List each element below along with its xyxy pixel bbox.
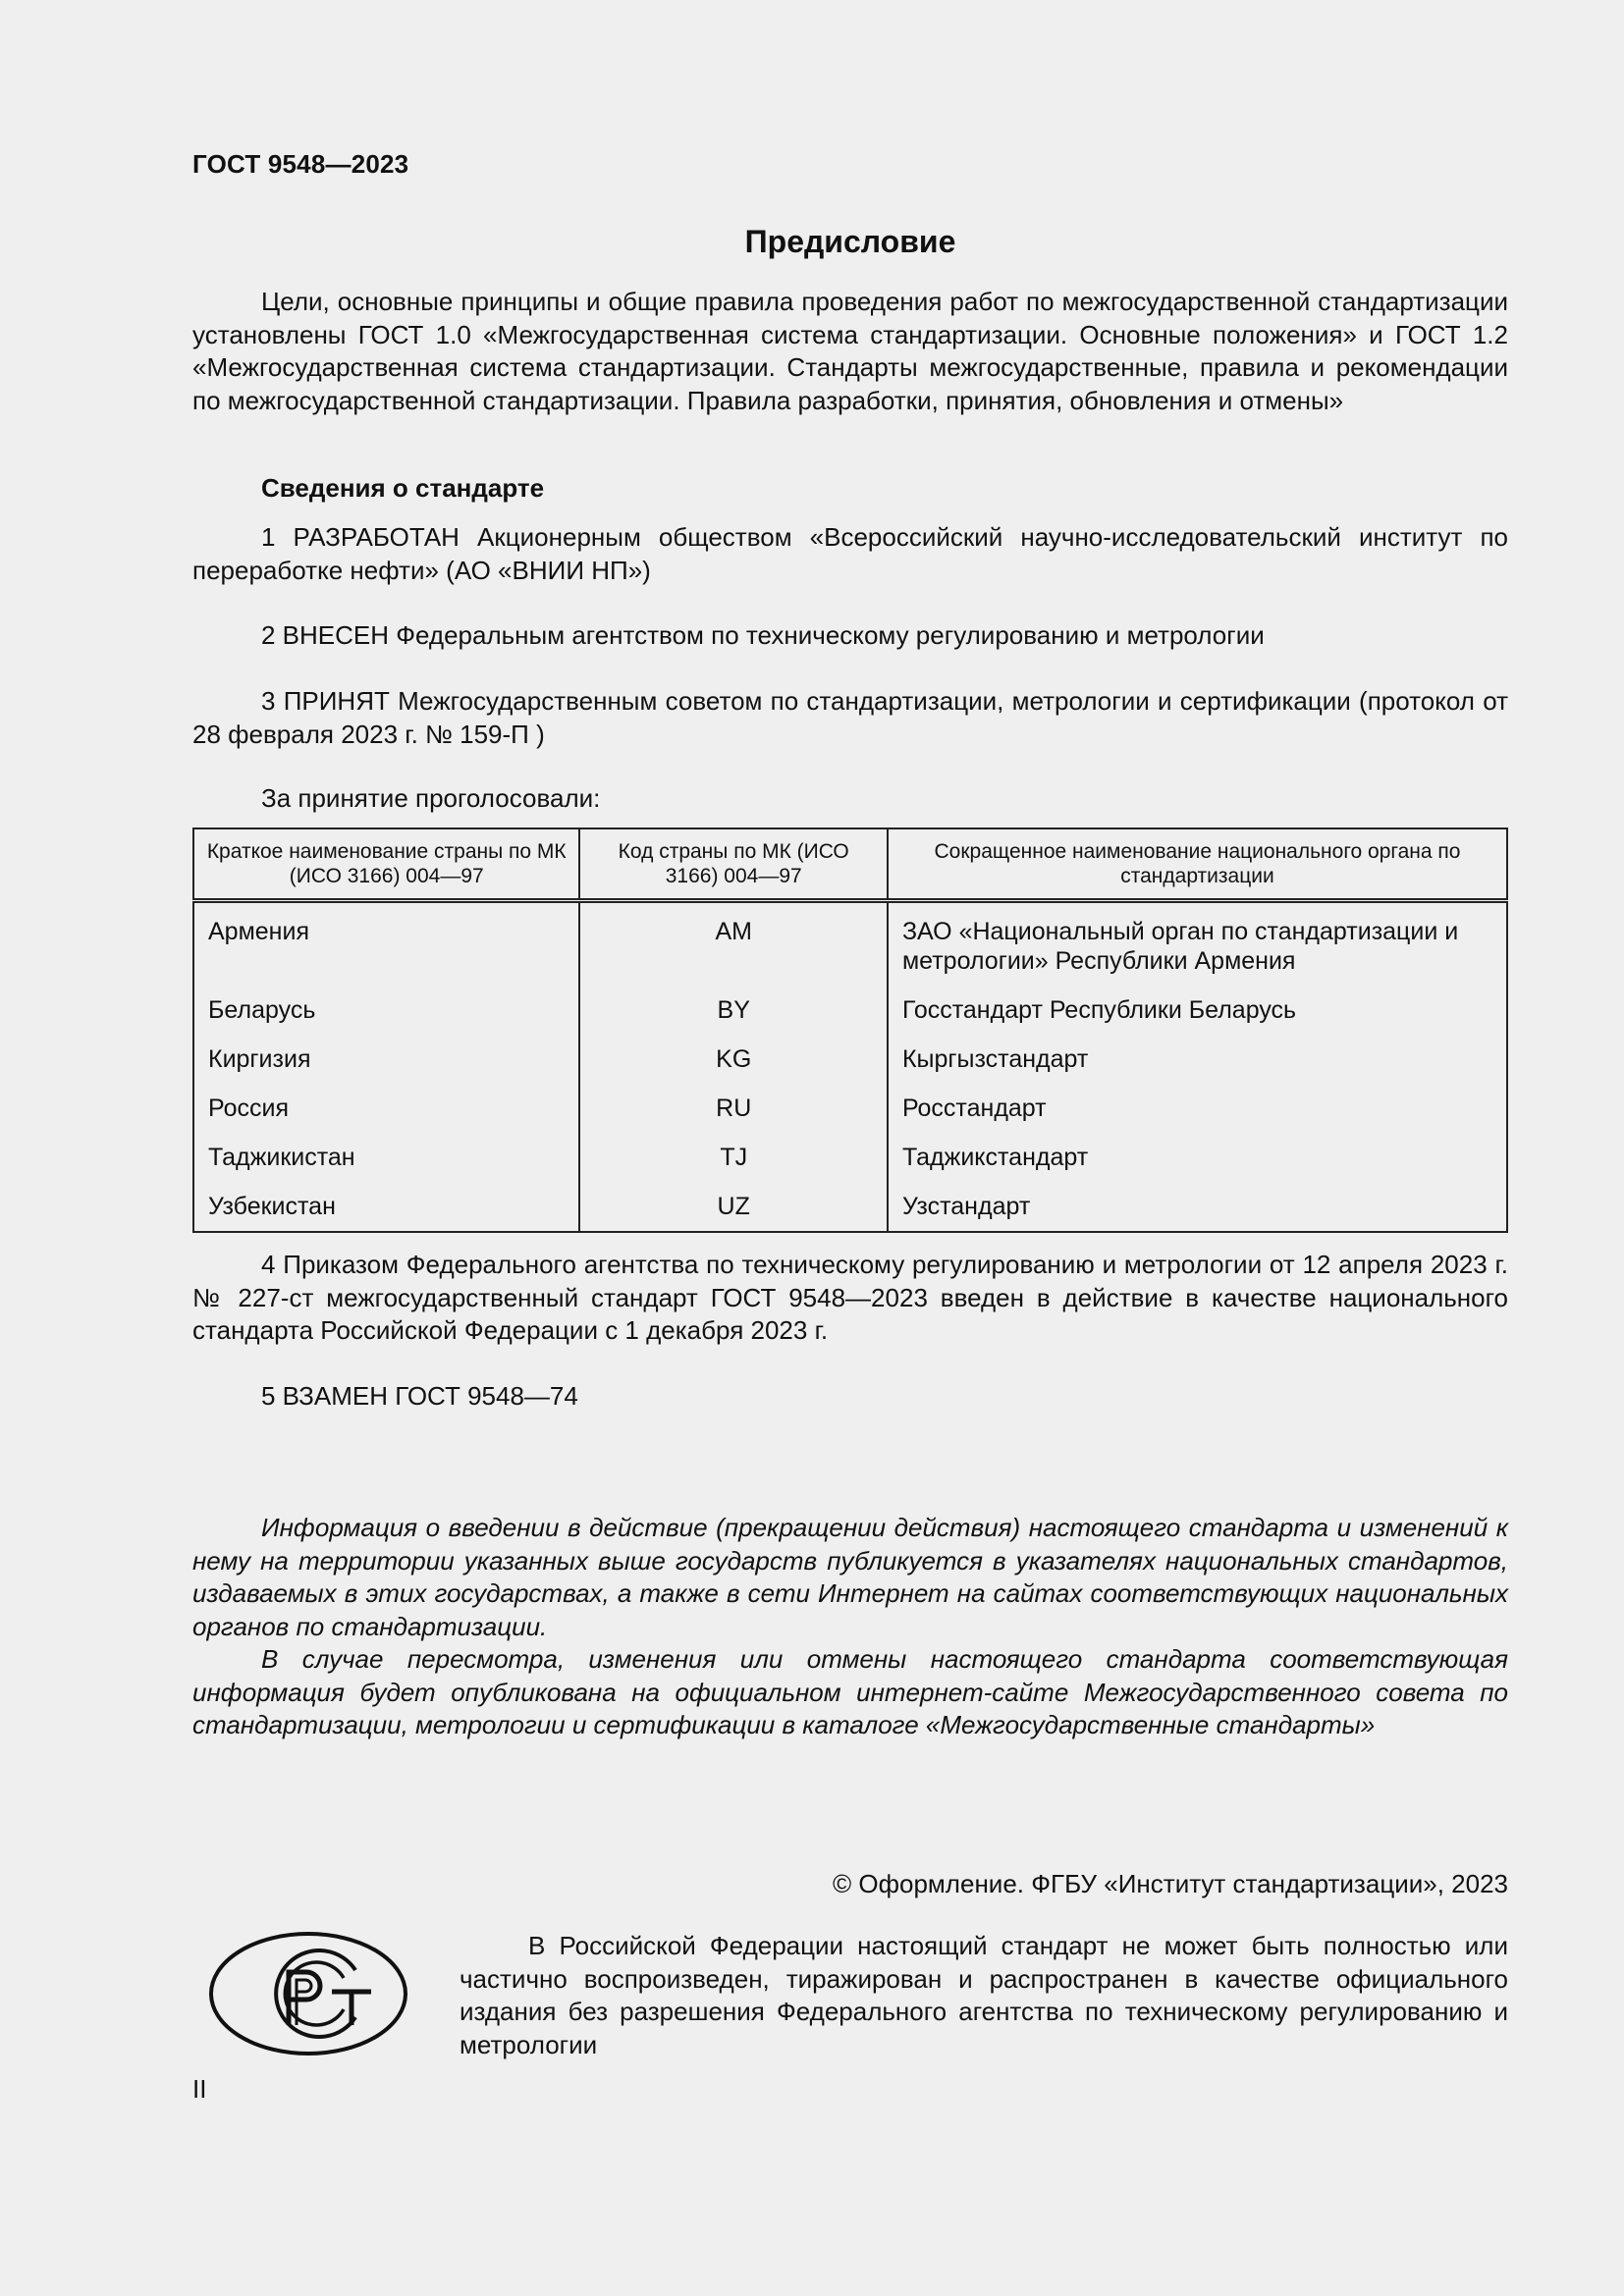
notice-paragraph-1: Информация о введении в действие (прекращении действия) настоящего стандарта и изменений к нему на территории указанных выше государств публикуется в указателях национальных стандартов, издаваемых в этих государствах, а также в сети Интернет на сайтах соответствующих национальных органов по стандартизации.: [192, 1513, 1508, 1641]
notice-paragraph-2: В случае пересмотра, изменения или отмены настоящего стандарта соответствующая информация будет опубликована на официальном интернет-сайте Межгосударственного совета по стандартизации, метрологии и сертификации в каталоге «Межгосударственные стандарты»: [192, 1644, 1508, 1739]
table-row: [193, 1037, 1507, 1086]
national-body: Таджикстандарт: [901, 1144, 1089, 1171]
item-enacted: 4 Приказом Федерального агентства по техническому регулированию и метрологии от 12 апреля 2023 г. № 227-ст межгосударственный стандарт ГОСТ 9548—2023 введен в действие в качестве национального стандарта Российской Федерации с 1 декабря 2023 г.: [192, 1250, 1508, 1345]
item-submitted: 2 ВНЕСЕН Федеральным агентством по техническому регулированию и метрологии: [261, 620, 1265, 650]
national-body: Кыргызстандарт: [901, 1045, 1089, 1073]
table-row: [193, 988, 1507, 1037]
intro-paragraph: Цели, основные принципы и общие правила проведения работ по межгосударственной стандартизации установлены ГОСТ 1.0 «Межгосударственная система стандартизации. Основные положения» и ГОСТ 1.2 «Межгосударственная система стандартизации. Стандарты межгосударственные, правила и рекомендации по межгосударственной стандартизации. Правила разработки, принятия, обновления и отмены»: [192, 287, 1508, 415]
voting-table: [192, 828, 1508, 1233]
country-name: Армения: [193, 901, 579, 988]
voted-label: За принятие проголосовали:: [261, 783, 601, 813]
country-name: Узбекистан: [193, 1184, 579, 1232]
header-country-name: Краткое наименование страны по МК (ИСО 3166) 004—97: [193, 828, 579, 901]
country-name: Россия: [193, 1086, 579, 1135]
document-page: [192, 0, 1508, 2296]
copyright-line: © Оформление. ФГБУ «Институт стандартизации», 2023: [833, 1869, 1508, 1898]
country-code: TJ: [579, 1135, 887, 1184]
country-name: Беларусь: [193, 988, 579, 1037]
national-body: Госстандарт Республики Беларусь: [901, 996, 1297, 1024]
item-replaces: 5 ВЗАМЕН ГОСТ 9548—74: [261, 1381, 578, 1411]
table-header-row: [193, 828, 1507, 901]
item-developed: 1 РАЗРАБОТАН Акционерным обществом «Всероссийский научно-исследовательский институт по переработке нефти» (АО «ВНИИ НП»): [192, 522, 1508, 585]
rst-certification-mark-icon: [208, 1931, 408, 2056]
info-heading: Сведения о стандарте: [261, 473, 545, 503]
country-name: Таджикистан: [193, 1135, 579, 1184]
country-code: UZ: [579, 1184, 887, 1232]
national-body: Росстандарт: [901, 1095, 1047, 1122]
document-designation: ГОСТ 9548—2023: [192, 149, 409, 179]
country-name: Киргизия: [193, 1037, 579, 1086]
page-title: Предисловие: [744, 224, 956, 259]
table-row: [193, 1135, 1507, 1184]
country-code: KG: [579, 1037, 887, 1086]
national-body: ЗАО «Национальный орган по стандартизации и метрологии» Республики Армения: [901, 918, 1459, 975]
national-body: Узстандарт: [901, 1193, 1031, 1220]
header-national-body: Сокращенное наименование национального органа по стандартизации: [888, 828, 1507, 901]
header-country-code: Код страны по МК (ИСО 3166) 004—97: [579, 828, 887, 901]
country-code: AM: [579, 901, 887, 988]
country-code: BY: [579, 988, 887, 1037]
table-row: [193, 1086, 1507, 1135]
item-adopted: 3 ПРИНЯТ Межгосударственным советом по стандартизации, метрологии и сертификации (протокол от 28 февраля 2023 г. № 159-П ): [192, 686, 1508, 749]
legal-notice: В Российской Федерации настоящий стандарт не может быть полностью или частично воспроизведен, тиражирован и распространен в качестве официального издания без разрешения Федерального агентства по техническому регулированию и метрологии: [460, 1931, 1508, 2059]
country-code: RU: [579, 1086, 887, 1135]
table-row: [193, 901, 1507, 988]
page-number: II: [192, 2074, 207, 2104]
table-row: [193, 1184, 1507, 1232]
